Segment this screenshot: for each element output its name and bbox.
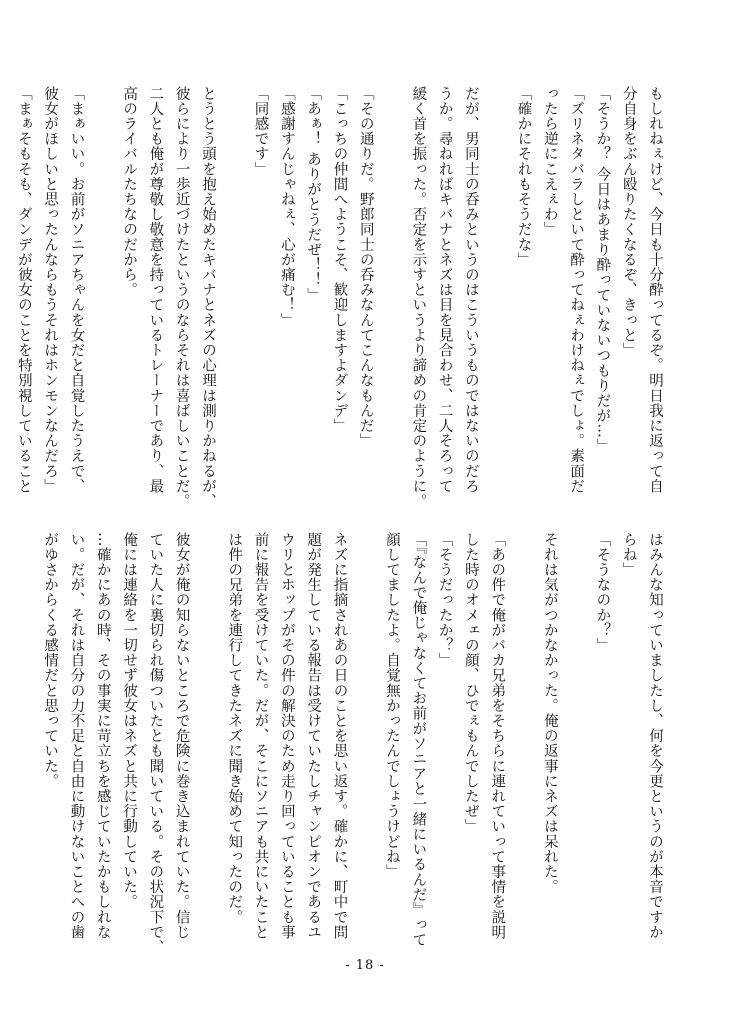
- text-line: 「確かにそれもそうだな」: [515, 86, 532, 268]
- text-line: 「そうか？ 今日はあまり酔っていないつもりだが…」: [594, 86, 611, 454]
- text-line: は件の兄弟を連行してきたネズに聞き始めて知ったのだ。: [226, 532, 243, 925]
- upper-text-block: [15, 86, 668, 514]
- text-line: うか。尋ねればキバナとネズは目を見合わせ、二人そろって: [436, 86, 453, 494]
- text-line: ったら逆にこえぇわ」: [541, 86, 558, 237]
- text-line: 分自身をぶん殴りたくなるぞ、きっと」: [620, 86, 637, 358]
- text-line: らね」: [620, 532, 637, 578]
- text-line: とうとう頭を抱え始めたキバナとネズの心理は測りかねるが、: [199, 86, 216, 509]
- text-line: ネズに指摘されあの日のことを思い返す。確かに、町中で問: [331, 532, 348, 940]
- text-line: 「まぁいい。お前がソニアちゃんを女だと自覚したうえで、: [68, 86, 85, 494]
- text-line: だが、男同士の呑みというのはこういうものではないのだろ: [462, 86, 479, 494]
- text-line: …確かにあの時、その事実に苛立ちを感じていたかもしれな: [94, 532, 111, 940]
- text-line: 「感謝すんじゃねぇ、心が痛む！」: [278, 86, 295, 328]
- text-line: 「ズリネタバラしといて酔ってねぇわけねぇでしょ。素面だ: [568, 86, 585, 494]
- blank-line: [195, 532, 221, 952]
- text-line: それは気がつかなかった。俺の返事にネズは呆れた。: [541, 532, 558, 895]
- text-line: はみんな知っていましたし、何を今更というのが本音ですか: [647, 532, 663, 940]
- text-line: 題が発生している報告は受けていたしチャンピオンであるユ: [305, 532, 322, 940]
- text-line: 「同感です」: [252, 86, 269, 177]
- blank-line: [510, 532, 536, 952]
- blank-line: [484, 86, 510, 514]
- text-line: 「あの件で俺がバカ兄弟をそちらに連れていって事情を説明: [489, 532, 506, 940]
- blank-line: [89, 86, 115, 514]
- text-line: がゆさからくる感情だと思っていた。: [42, 532, 59, 789]
- text-line: 俺には連絡を一切せず彼女はネズと共に行動していた。: [121, 532, 138, 910]
- text-line: もしれねぇけど、今日も十分酔ってるぞ。明日我に返って自: [647, 86, 663, 494]
- text-line: 「『なんで俺じゃなくてお前がソニアと一緒にいるんだ』って: [410, 532, 427, 948]
- blank-line: [221, 86, 247, 514]
- text-line: 顔してましたよ。自覚無かったんでしょうけどね」: [384, 532, 401, 880]
- text-line: した時のオメェの顔、ひでぇもんでしたぜ」: [462, 532, 479, 834]
- text-line: 彼女が俺の知らないところで危険に巻き込まれていた。信じ: [173, 532, 190, 940]
- text-line: 「その通りだ。野郎同士の呑みなんてこんなもんだ」: [357, 86, 374, 449]
- page-number: - 18 -: [345, 958, 385, 973]
- text-line: 彼女がほしいと思ったんならもうそれはホンモンなんだろ」: [42, 86, 59, 494]
- text-line: 「まぁそもそも、ダンデが彼女のことを特別視していること: [15, 86, 32, 494]
- blank-line: [563, 532, 589, 952]
- blank-line: [379, 86, 405, 514]
- text-line: 「そうだったか？」: [436, 532, 453, 668]
- text-line: 彼らにより一歩近づけたというのならそれは喜ばしいことだ。: [173, 86, 190, 509]
- text-line: 高のライバルたちなのだから。: [121, 86, 138, 298]
- text-line: ウリとホップがその件の解決のため走り回っていることも事: [278, 532, 295, 940]
- lower-text-block: [42, 532, 668, 955]
- text-line: 「そうなのか？」: [594, 532, 611, 653]
- text-line: ていた人に裏切られ傷ついたとも聞いている。その状況下で、: [147, 532, 164, 955]
- blank-line: [352, 532, 378, 952]
- text-line: 「こっちの仲間へようこそ、歓迎しますよダンデ」: [331, 86, 348, 434]
- text-line: 「あぁ！ ありがとうだぜ！！」: [305, 86, 322, 303]
- text-line: い。だが、それは自分の力不足と自由に動けないことへの歯: [68, 532, 85, 940]
- text-line: 二人とも俺が尊敬し敬意を持っているトレーナーであり、最: [147, 86, 164, 494]
- text-line: 緩く首を振った。否定を示すというより諦めの肯定のように。: [410, 86, 427, 509]
- text-line: 前に報告を受けていた。だが、そこにソニアも共にいたこと: [252, 532, 269, 940]
